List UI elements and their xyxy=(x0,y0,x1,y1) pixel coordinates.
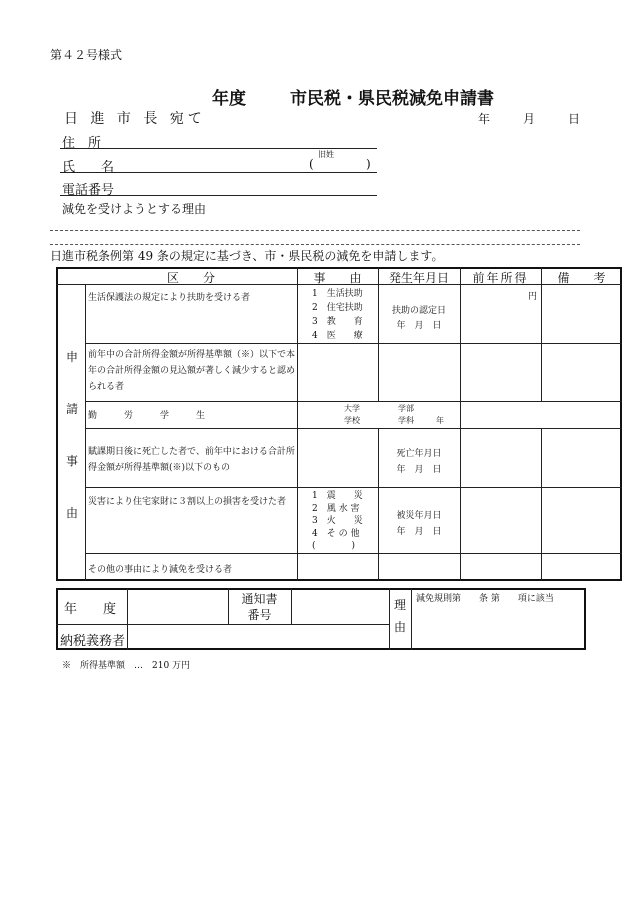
addressee: 日 進 市 長 宛て xyxy=(64,111,206,127)
side-label-4: 由 xyxy=(66,506,79,520)
header-remarks: 備 考 xyxy=(557,271,606,285)
row1-income-unit: 円 xyxy=(528,292,538,302)
date-day: 日 xyxy=(568,112,581,126)
row3-gakubu: 学部 xyxy=(398,404,414,413)
row5-date: 被災年月日 年 月 日 xyxy=(396,511,442,537)
date-year: 年 xyxy=(478,112,491,126)
office-notice-label: 通知書 番号 xyxy=(241,592,278,622)
row5-kubun: 災害により住宅家財に３割以上の損害を受けた者 xyxy=(88,497,287,507)
row3-kubun: 勤 労 学 生 xyxy=(88,411,206,421)
name-label: 氏 名 xyxy=(62,160,115,175)
row3-nen: 年 xyxy=(436,416,444,425)
row3-daigaku: 大学 xyxy=(344,404,360,413)
title-year: 年度 xyxy=(212,89,246,109)
side-label-2: 請 xyxy=(66,402,79,416)
side-label-1: 申 xyxy=(66,350,79,364)
header-date: 発生年月日 xyxy=(388,271,449,285)
office-reason-label: 理 由 xyxy=(393,598,406,634)
row6-kubun: その他の事由により減免を受ける者 xyxy=(88,565,233,575)
row2-kubun: 前年中の合計所得金額が所得基準額（※）以下で本年の合計所得金額の見込額が著しく減少すると認められる者 xyxy=(88,350,296,392)
statement: 日進市税条例第 49 条の規定に基づき、市・県民税の減免を申請します。 xyxy=(50,249,444,263)
row4-date: 死亡年月日 年 月 日 xyxy=(396,449,442,475)
former-name-open: ( xyxy=(309,157,314,171)
former-name-label: 旧姓 xyxy=(318,150,334,159)
side-label-3: 事 xyxy=(66,454,79,468)
office-year-label: 年 度 xyxy=(64,602,117,617)
row3-gakko: 学校 xyxy=(344,416,360,425)
header-income: 前年所得 xyxy=(472,271,529,285)
row5-jiyu: 1 震 災 2 風 水 害 3 火 災 4 そ の 他 ( ) xyxy=(312,491,363,551)
address-label: 住 所 xyxy=(62,136,102,151)
row1-kubun: 生活保護法の規定により扶助を受ける者 xyxy=(88,293,251,303)
form-number: 第４２号様式 xyxy=(50,48,123,62)
footnote: ※ 所得基準額 … 210 万円 xyxy=(62,661,191,671)
row1-jiyu: 1 生活扶助 2 住宅扶助 3 教 育 4 医 療 xyxy=(312,289,363,341)
former-name-close: ) xyxy=(366,157,371,171)
row3-gakka: 学科 xyxy=(398,416,414,425)
phone-label: 電話番号 xyxy=(62,183,115,198)
row1-date: 扶助の認定日 年 月 日 xyxy=(391,306,446,331)
name-line xyxy=(60,172,377,173)
office-taxpayer-label: 納税義務者 xyxy=(60,634,126,649)
reason-label: 減免を受けようとする理由 xyxy=(62,202,207,216)
phone-line xyxy=(60,195,377,196)
reason-dotted-line-2 xyxy=(50,244,580,245)
row4-kubun: 賦課期日後に死亡した者で、前年中における合計所得金額が所得基準額(※)以下のもの xyxy=(88,447,295,473)
date-month: 月 xyxy=(523,112,536,126)
header-jiyu: 事 由 xyxy=(313,271,362,285)
reason-dotted-line-1 xyxy=(50,230,580,231)
header-kubun: 区 分 xyxy=(166,271,215,285)
office-rule-text: 減免規則第 条 第 項に該当 xyxy=(416,594,554,604)
page-title: 市民税・県民税減免申請書 xyxy=(290,89,494,109)
